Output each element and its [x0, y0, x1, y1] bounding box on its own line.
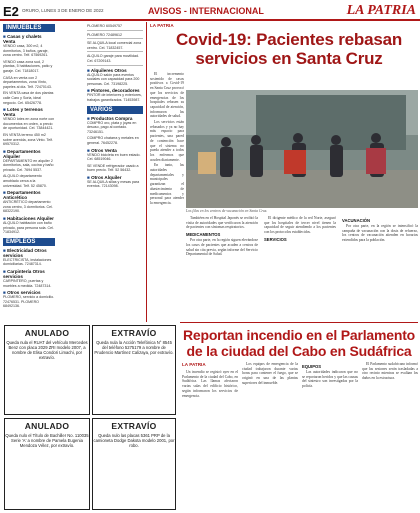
- habitaciones-category: ■ Habitaciones Alquiler: [3, 216, 55, 221]
- legal-ad-heading: EXTRAVÍO: [111, 421, 157, 431]
- legal-ad-box: [4, 325, 90, 415]
- story-column-1: [150, 72, 184, 320]
- main-headline: [160, 30, 418, 68]
- classifieds-column-1: [3, 24, 55, 322]
- anticretico-category: ■ Departamentos Anticrético: [3, 190, 55, 200]
- story-paragraph: En tanto, las autoridades departamentales y municipales garantizan el abastecimiento de medicamentos y personal para atender la emergencia.: [150, 163, 184, 205]
- empleos-category: ■ Electricidad Otros servicios: [3, 248, 55, 258]
- classified-ad: ELECTRICISTA, instalaciones domiciliarias. 72487314.: [3, 257, 52, 267]
- inmuebles-band: INMUEBLES: [3, 24, 55, 32]
- legal-ad-box: [4, 418, 90, 510]
- classified-ad: EN VENTA terreno 450 m2 sobre avenida, zona Vinto. Telf. 69570312.: [3, 132, 54, 147]
- casas-category: ■ Casas y chalets Venta: [3, 34, 55, 44]
- story-divider: [180, 322, 418, 323]
- story-subhead: VACUNACIÓN: [342, 218, 371, 223]
- story2-column-4: [362, 362, 418, 510]
- story-lead: El incremento sostenido de casos positivos a Covid-19 en Santa Cruz provocó que los servicios de emergencias de los hospitales rebasen su capacidad de atención, informaron las autoridades de salud.: [150, 72, 184, 119]
- column-divider: [146, 22, 147, 322]
- classified-ad: ALQUILO salón para eventos sociales con capacidad para 200 personas. Cel. 73198225.: [87, 72, 140, 86]
- story-tag: LA PATRIA: [150, 23, 174, 28]
- classified-ad: PINTOR de interiores y exteriores, trabajos garantizados. 71453987.: [87, 93, 142, 102]
- story-lead: Un incendio se registró ayer en el Parlamento de la ciudad del Cabo, en Sudáfrica. Las llamas afectaron varias salas del edificio histórico, según informaron los servicios de emergencia.: [182, 370, 238, 398]
- classified-ad: SE ALQUILA local comercial zona centro. Cel. 71832457.: [87, 41, 143, 52]
- legal-ad-text: Queda nula la Acción Telefónica N° 8545 del teléfono 5275179 a nombre de Prudencio Martínez Calizaya, por extravío.: [94, 340, 174, 355]
- story-paragraph: Tambiéen en el Hospital Japonés se recibió la visita de autoridades que verificaron la atención de pacientes con síntomas respiratorios.: [186, 216, 258, 230]
- story-paragraph: El Parlamento sudafricano informó que las sesiones serán trasladadas a otro recinto mientras se evalúan los daños en la estructura.: [362, 362, 418, 381]
- empleos-category: ■ Otros servicios: [3, 290, 55, 295]
- classified-ad: ALQUILO departamento amoblado cerca a la universidad. Telf. 52 45870.: [3, 174, 47, 188]
- classified-ad: VENDO bicicleta en buen estado. Cel. 68519046.: [87, 152, 141, 162]
- story-paragraph: Por otra parte, en la región siguen elevándose los casos de pacientes que acuden a centros de salud sin cita previa, según informe del Servicio Departamental de Salud.: [186, 238, 258, 257]
- story-column-3: [264, 216, 336, 320]
- story2-column-3: [302, 362, 358, 510]
- classified-ad: DEPARTAMENTO en alquiler 2 dormitorios, sala, cocina y baño privado. Cel. 7694 5537.: [3, 158, 54, 172]
- newspaper-logo: LA PATRIA: [346, 3, 416, 18]
- story-paragraph: Los servicios están rebasados y ya no hay más espacio para pacientes, una pared de contención hace que el sistema no pueda atender a todos los enfermos que acuden diariamente.: [150, 120, 184, 162]
- classified-ad: ALQUILO habitación con baño privado, para persona sola. Cel. 71834912.: [3, 221, 54, 235]
- classified-ad: ALQUILO garaje para movilidad. Cel. 67209143.: [87, 54, 143, 65]
- headline-line: Reportan incendio en el Parlamento: [182, 327, 416, 343]
- story-tag: LA PATRIA: [182, 362, 206, 367]
- classified-ad: EN VENTA casa de dos plantas calle Caro y Soria, ideal negocio. Cel. 65426778.: [3, 91, 54, 105]
- story-paragraph: Por otra parte, en la región se intensificó la campaña de vacunación con la dosis de refuerzo, los centros de vacunación atienden en horarios extendidos para la población.: [342, 224, 418, 243]
- second-headline: [180, 327, 418, 359]
- story-paragraph: Los equipos de emergencia de la ciudad trabajaron durante varias horas para contener el fuego, que se originó en una de las plantas superiores del inmueble.: [242, 362, 298, 385]
- classified-ad: PLOMERO, servicio a domicilio. 72476531. PLOMERO 68492136.: [3, 295, 55, 309]
- empleos-band: EMPLEOS: [3, 238, 55, 246]
- news-photo: [186, 90, 418, 208]
- story2-column-1: [182, 370, 238, 510]
- headline-line: servicios en Santa Cruz: [195, 49, 383, 68]
- story-paragraph: El dirigente médico de la red Norte, aseguró que los hospitales de tercer nivel tienen la capacidad de seguir atendiendo a los pacientes con los protocolos establecidos.: [264, 216, 336, 235]
- classified-ad: COMPRO chatarra y metales en general. 76452278.: [87, 136, 139, 145]
- lotes-category: ■ Lotes y terrenos Venta: [3, 107, 55, 117]
- deptos-category: ■ Departamentos Alquiler: [3, 149, 55, 159]
- story2-column-2: [242, 362, 298, 510]
- empleos-category: ■ Carpintería Otros servicios: [3, 269, 55, 279]
- photo-caption: Los filas en los centros de vacunación en Santa Cruz.: [186, 209, 268, 213]
- story-column-4: [342, 216, 418, 320]
- header-rule: [0, 19, 420, 21]
- story-column-2: [186, 216, 258, 320]
- classified-ad: COMPRO oro, plata y joyas en desuso, pago al contado. 73246151.: [87, 120, 137, 134]
- classified-ad: CASA en venta con 2 departamentos, zona Vinto, papeles al día. Telf. 72470143.: [3, 75, 52, 89]
- pintores-category: ■ Pintores, decoradores: [87, 88, 143, 93]
- story-paragraph: Las autoridades indicaron que no se reportaron heridos y que las causas del siniestro son investigadas por la policía.: [302, 370, 358, 389]
- classified-ad: CARPINTERO, puertas y muebles a medida. 72487314.: [3, 279, 52, 288]
- story-subhead: MEDICAMENTOS: [186, 232, 221, 238]
- legal-ad-heading: ANULADO: [24, 328, 70, 338]
- otros-venta-category: ■ Otros Venta: [87, 148, 143, 153]
- legal-ad-text: Queda nula el RUAT del vehículo Mercedes Benz con placa 2029 ZRI modelo 2007, a nombre de Elisa Condori Limachi, por extravío.: [6, 340, 88, 360]
- varios-band: VARIOS: [87, 106, 143, 114]
- section-title: AVISOS - INTERNACIONAL: [148, 6, 264, 16]
- legal-ad-heading: EXTRAVÍO: [111, 328, 157, 338]
- legal-ad-box: [92, 418, 176, 510]
- classified-ad: VENDO lotes en zona norte con documentos en orden, a precio de oportunidad. Cel. 73844421.: [3, 117, 55, 131]
- classifieds-column-2: [87, 24, 143, 322]
- crowd-photo-image: [186, 90, 418, 208]
- alquileres-category: ■ Alquileres Otros: [87, 68, 143, 73]
- page-number: E2: [3, 4, 19, 19]
- headline-line: Covid-19: Pacientes rebasan: [175, 30, 403, 49]
- otros-alquiler-category: ■ Otros Alquiler: [87, 175, 143, 180]
- classified-ad: VENDO casa, 300 m2, 4 dormitorios, 3 baños, garaje, zona centro. Telf. 67569261.: [3, 44, 49, 58]
- headline-line: de la ciudad del Cabo en Sudáfrica: [186, 343, 412, 359]
- edition-date: ORURO, LUNES 3 DE ENERO DE 2022: [22, 8, 104, 13]
- classified-ad: PLOMERO 72489612: [87, 33, 143, 40]
- classified-ad: PLOMERO 60549757: [87, 24, 143, 31]
- productos-category: ■ Productos Compra: [87, 116, 143, 121]
- classified-ad: SE ALQUILA sillas y mesas para eventos. 72143098.: [87, 179, 140, 189]
- story-subhead: EQUIPOS: [302, 364, 322, 369]
- legal-ad-box: [92, 325, 176, 415]
- story-subhead: SERVICIOS: [264, 236, 287, 242]
- legal-ad-text: Queda nulo el Título de Bachiller No. 110035 Serie 'A' a nombre de Pamela Eugenia Mendoza Vélez, por extravío.: [5, 433, 89, 448]
- page-header: [0, 0, 420, 22]
- classified-ad: ANTICRÉTICO departamento zona centro, 3 dormitorios. Cel. 68322190.: [3, 200, 53, 214]
- classified-ad: SE VENDE refrigerador usado a buen precio. Telf. 52 56432.: [87, 163, 139, 173]
- classified-ad: VENDO casa zona sud, 2 plantas, 5 habitaciones, patio y garaje. Cel. 71818017.: [3, 59, 53, 73]
- legal-ad-text: Queda nulo las placas 5361 PRP de la camioneta Dodge Dakota modelo 2001, por robo.: [93, 433, 175, 448]
- legal-ad-heading: ANULADO: [24, 421, 70, 431]
